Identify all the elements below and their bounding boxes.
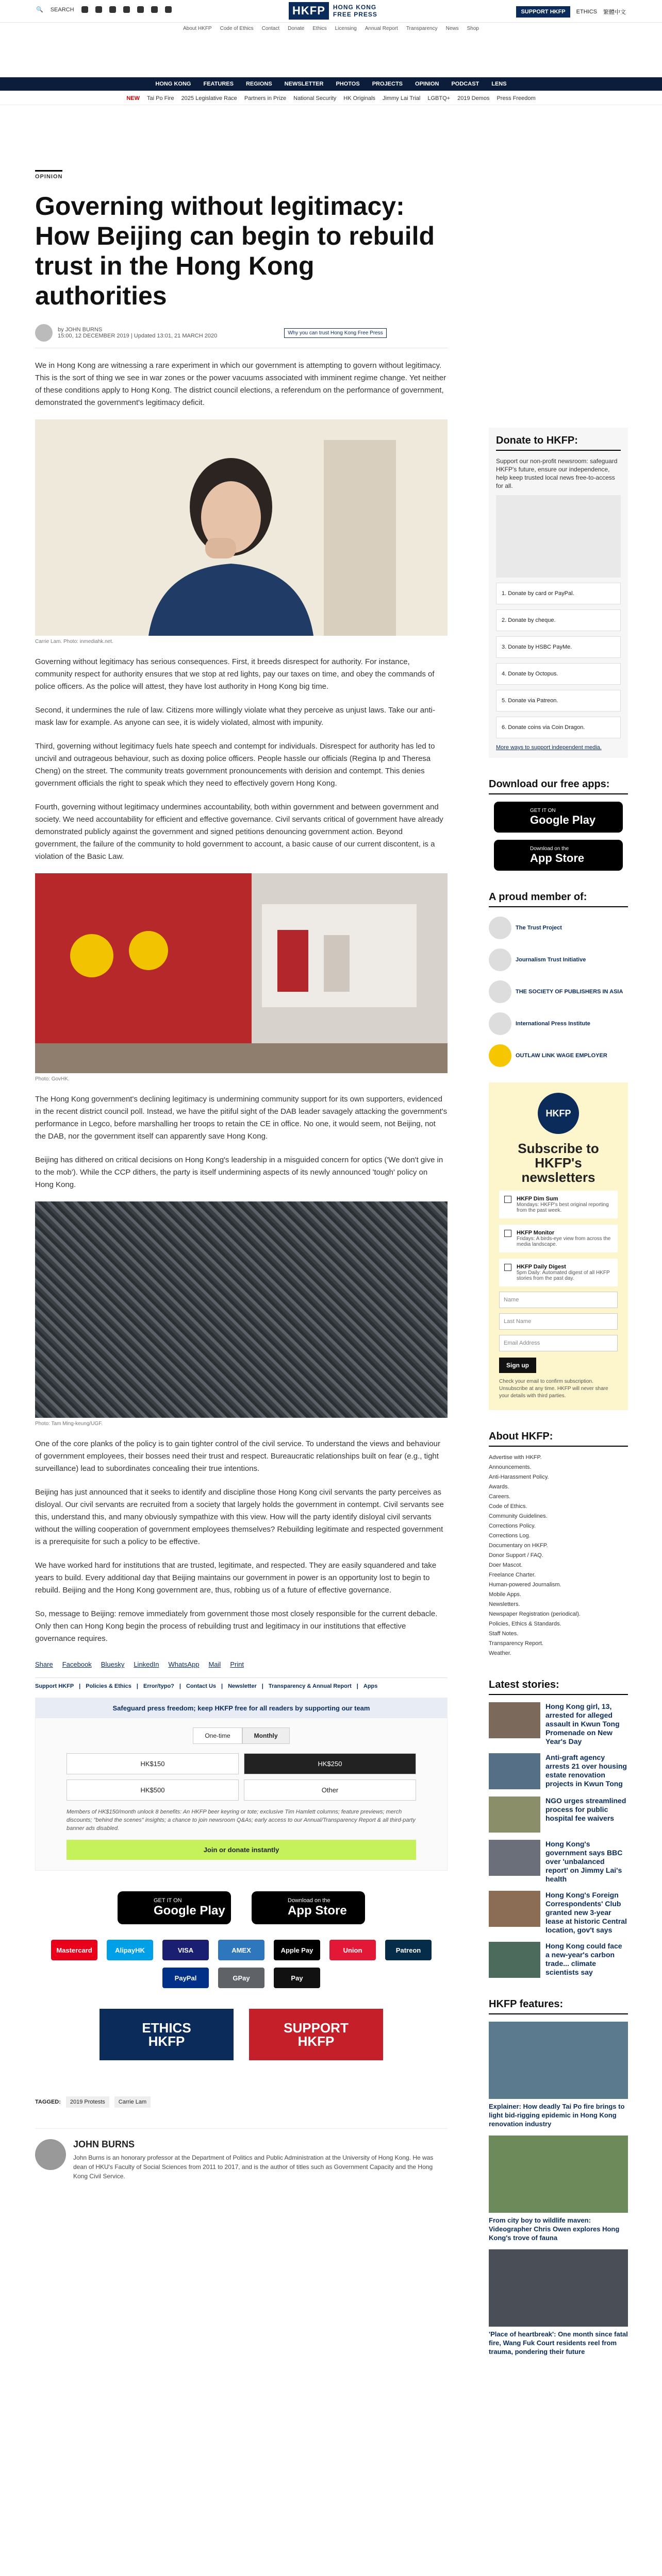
member-heading: A proud member of: <box>489 891 628 907</box>
features-list <box>489 2022 628 2356</box>
site-logo[interactable] <box>289 2 377 20</box>
footer-link[interactable]: Contact Us <box>186 1683 217 1689</box>
paragraph: Second, it undermines the rule of law. Citizens more willingly violate what they perceive as unjust laws. Take our anti-mask law for example. As anyone can see, it is widely violated, almost with impunity. <box>35 706 435 727</box>
checkbox[interactable] <box>504 1230 511 1237</box>
footer-link[interactable]: Newsletter <box>228 1683 257 1689</box>
sidebar-google-play[interactable]: GET IT ON Google Play <box>494 802 623 833</box>
sub-nav-item[interactable]: HK Originals <box>343 95 376 101</box>
features-heading: HKFP features: <box>489 1998 628 2014</box>
about-link[interactable]: Newspaper Registration (periodical). <box>489 1611 581 1617</box>
donate-heading: Donate to HKFP: <box>496 435 621 451</box>
donate-box-heading: Safeguard press freedom; keep HKFP free for all readers by supporting our team <box>36 1698 447 1718</box>
about-link[interactable]: Doer Mascot. <box>489 1562 523 1568</box>
paragraph: Beijing has just announced that it seeks to identify and discipline those Hong Kong civil servants the party perceives as disloyal. Our civil servants are recruited from a society that largely holds the government in contempt. Civil servants see this, understand this, and many obviously sympathize with this view. How will the party identify disloyal civil servants without the willing cooperation of government employees themselves? Rebuilding legitimate and respected government is a prerequisite for such a policy to be effective. <box>35 1488 444 1546</box>
donation-frequency-tabs <box>36 1727 447 1744</box>
photo-illustration <box>35 419 448 636</box>
feature-thumbnail[interactable] <box>489 2022 628 2099</box>
story-title[interactable]: Hong Kong's Foreign Correspondents' Club granted new 3-year lease at historic Central location, gov't says <box>545 1891 627 1934</box>
share-bar <box>35 1660 448 1668</box>
about-link[interactable]: Weather. <box>489 1650 511 1656</box>
nav-item[interactable]: FEATURES <box>203 81 234 87</box>
trust-link[interactable]: Why you can trust Hong Kong Free Press <box>284 328 387 338</box>
member-item[interactable]: The Trust Project <box>489 917 628 939</box>
article <box>35 170 448 2181</box>
donate-option[interactable]: 6. Donate coins via Coin Dragon. <box>496 717 621 738</box>
support-hkfp-badge[interactable]: SUPPORT HKFP <box>249 2009 383 2060</box>
donate-option[interactable]: 3. Donate by HSBC PayMe. <box>496 636 621 658</box>
about-link[interactable]: Awards. <box>489 1484 509 1490</box>
footer-link[interactable]: Policies & Ethics <box>86 1683 131 1689</box>
ethics-hkfp-badge[interactable]: ETHICS HKFP <box>100 2009 234 2060</box>
protest-crowd-photo <box>35 1201 448 1418</box>
sub-nav-item[interactable]: Press Freedom <box>496 95 536 101</box>
about-list <box>489 1453 628 1658</box>
jti-icon <box>489 948 511 971</box>
utility-link[interactable]: Licensing <box>335 26 357 31</box>
paragraph: We have worked hard for institutions that are trusted, legitimate, and respected. They are easily squandered and take years to build. Every additional day that Beijing maintains our government in power is an opportunity lost to begin to rebuild. Beijing and the Hong Kong government are, thus, robbing us of a future of effective governance. <box>35 1561 437 1595</box>
pay-icon[interactable]: Pay <box>274 1968 320 1988</box>
story-thumbnail[interactable] <box>489 1891 540 1927</box>
linkedin-icon[interactable] <box>137 6 144 13</box>
unionpay-icon[interactable]: Union <box>329 1940 376 1960</box>
amount-option[interactable]: HK$150 <box>67 1753 239 1774</box>
about-link[interactable]: Newsletters. <box>489 1601 520 1607</box>
story-title[interactable]: Hong Kong girl, 13, arrested for alleged assault in Kwun Tong Promenade on New Year's Day <box>545 1702 620 1745</box>
story-thumbnail[interactable] <box>489 1753 540 1789</box>
section-label[interactable]: OPINION <box>35 170 62 180</box>
tab-monthly[interactable]: Monthly <box>242 1727 290 1744</box>
share-mail[interactable]: Mail <box>208 1660 221 1668</box>
story-title[interactable]: Hong Kong's government says BBC over 'unbalanced report' on Jimmy Lai's health <box>545 1840 623 1883</box>
alipay-icon[interactable]: AlipayHK <box>107 1940 153 1960</box>
sub-nav-item[interactable]: 2025 Legislative Race <box>181 95 237 101</box>
amount-option[interactable]: Other <box>244 1780 416 1801</box>
feature-item[interactable] <box>489 2022 628 2128</box>
photo-caption: Photo: Tam Ming-keung/UGF. <box>35 1421 103 1427</box>
paypal-icon[interactable]: PayPal <box>162 1968 209 1988</box>
utility-link[interactable]: Contact <box>261 26 280 31</box>
story-thumbnail[interactable] <box>489 1942 540 1978</box>
apple-pay-icon[interactable]: Apple Pay <box>274 1940 320 1960</box>
google-play-button[interactable]: GET IT ON Google Play <box>118 1891 231 1924</box>
footer-link[interactable]: Error/typo? <box>143 1683 174 1689</box>
newsletter-option[interactable]: HKFP Daily Digest 5pm Daily: Automated digest of all HKFP stories from the past day. <box>499 1259 618 1286</box>
ethics-link[interactable]: ETHICS <box>576 9 597 15</box>
features-widget <box>489 1998 628 2356</box>
story-item[interactable] <box>489 1797 628 1833</box>
google-pay-icon[interactable]: GPay <box>218 1968 264 1988</box>
about-link[interactable]: Human-powered Journalism. <box>489 1582 561 1588</box>
nav-item[interactable]: REGIONS <box>245 81 272 87</box>
logo-mark: HKFP <box>289 2 329 20</box>
member-item[interactable]: THE SOCIETY OF PUBLISHERS IN ASIA <box>489 980 628 1003</box>
main-nav <box>0 77 662 91</box>
tags-label: TAGGED: <box>35 2099 61 2105</box>
about-link[interactable]: Policies, Ethics & Standards. <box>489 1621 561 1627</box>
member-item[interactable]: International Press Institute <box>489 1012 628 1035</box>
author-bio: John Burns is an honorary professor at the Department of Politics and Public Administration at the University of Hong Kong. He was dean of HKU's Faculty of Social Sciences from 2011 to 2017, and is the author of titles such as Government Capacity and the Hong Kong Civil Service. <box>73 2154 434 2180</box>
paragraph: One of the core planks of the policy is to gain tighter control of the civil service. To understand the views and behaviour of government employees, their bosses need their trust and respect. Bureaucratic relationships built on fear (e.g., tight surveillance) lead to subordinates concealing their true intentions. <box>35 1439 440 1473</box>
paragraph: So, message to Beijing: remove immediately from government those most closely responsible for the current debacle. Only then can Hong Kong begin the process of rebuilding trust and legitimacy in our institutions that effective governance requires. <box>35 1609 438 1643</box>
about-link[interactable]: Transparency Report. <box>489 1640 543 1647</box>
ipi-icon <box>489 1012 511 1035</box>
utility-link[interactable]: Transparency <box>406 26 438 31</box>
paragraph: We in Hong Kong are witnessing a rare experiment in which our government is attempting to govern without legitimacy. This is the sort of thing we see in war zones or the power vacuums associated with imminent regime change. Yet neither of these conditions apply to Hong Kong. The district council elections, a referendum on the performance of government, demonstrated the government's legitimacy deficit. <box>35 361 446 407</box>
top-bar <box>0 0 662 23</box>
story-title[interactable]: Anti-graft agency arrests 21 over housing estate renovation projects in Kwun Tong <box>545 1753 627 1788</box>
feature-thumbnail[interactable] <box>489 2136 628 2213</box>
utility-link[interactable]: Shop <box>467 26 479 31</box>
logo-text: HONG KONG FREE PRESS <box>333 4 377 18</box>
tab-one-time[interactable]: One-time <box>193 1727 242 1744</box>
facebook-icon[interactable] <box>81 6 88 13</box>
sub-nav <box>0 92 662 105</box>
email-field[interactable]: Email Address <box>499 1335 618 1351</box>
nav-item[interactable]: NEWSLETTER <box>284 81 324 87</box>
newsletter-option[interactable]: HKFP Dim Sum Mondays: HKFP's best original reporting from the past week. <box>499 1191 618 1218</box>
app-store-button[interactable]: Download on the App Store <box>252 1891 365 1924</box>
story-thumbnail[interactable] <box>489 1797 540 1833</box>
about-link[interactable]: Freelance Charter. <box>489 1572 536 1578</box>
promo-badges <box>35 2009 448 2060</box>
amex-icon[interactable]: AMEX <box>218 1940 264 1960</box>
bluesky-icon[interactable] <box>151 6 158 13</box>
youtube-icon[interactable] <box>123 6 130 13</box>
story-item[interactable] <box>489 1891 628 1935</box>
paragraph: Third, governing without legitimacy fuels hate speech and contempt for individuals. Disrespect for authority has led to uncivil and outrageous behaviour, such as doxing police officers. People hassle our officials (Regina Ip and Theresa Cheng) on the street. The community treats government pronouncements with derision and contempt. This denies government officials the right to speak which they need to effectively govern Hong Kong. <box>35 742 435 788</box>
story-item[interactable] <box>489 1702 628 1746</box>
about-link[interactable]: Advertise with HKFP. <box>489 1454 542 1461</box>
newsletter-heading: Subscribe to HKFP's newsletters <box>518 1141 599 1185</box>
support-hkfp-button[interactable]: SUPPORT HKFP <box>516 6 570 18</box>
about-link[interactable]: Community Guidelines. <box>489 1513 548 1519</box>
search-icon[interactable]: 🔍 <box>36 7 43 13</box>
donate-option[interactable]: 5. Donate via Patreon. <box>496 690 621 711</box>
feature-title[interactable]: 'Place of heartbreak': One month since fatal fire, Wang Fuk Court residents reel from trauma, pondering their future <box>489 2330 628 2355</box>
article-title: Governing without legitimacy: How Beijing can begin to rebuild trust in the Hong Kong authorities <box>35 192 435 310</box>
living-wage-icon <box>489 1044 511 1067</box>
sub-nav-item[interactable]: Tai Po Fire <box>146 95 174 101</box>
newsletter-signup <box>489 1082 628 1410</box>
utility-link[interactable]: About HKFP <box>183 26 212 31</box>
latest-heading: Latest stories: <box>489 1679 628 1695</box>
paragraph: The Hong Kong government's declining legitimacy is undermining community support for its own supporters, evidenced in the recent district council poll. Instead, we have the pitiful sight of the DAB leader savagely attacking the government's performance in Legco, before marshalling her troops to retain the CE in office. No one, it would seem, not Beijing, not the DAB, nor the government itself can apparently save Hong Kong. <box>35 1095 448 1141</box>
top-right <box>516 6 626 18</box>
about-link[interactable]: Code of Ethics. <box>489 1503 527 1510</box>
mastercard-icon[interactable]: Mastercard <box>51 1940 97 1960</box>
patreon-icon[interactable]: Patreon <box>385 1940 432 1960</box>
feature-title[interactable]: From city boy to wildlife maven: Videographer Chris Owen explores Hong Kong's trove of fauna <box>489 2216 620 2242</box>
first-name-field[interactable]: Name <box>499 1292 618 1308</box>
byline-text <box>58 327 217 339</box>
byline <box>35 324 448 348</box>
search-link[interactable]: SEARCH <box>50 6 74 13</box>
author-avatar <box>35 324 53 342</box>
threads-icon[interactable] <box>165 6 172 13</box>
donation-note: Members of HK$150/month unlock 8 benefits: An HKFP beer keyring or tote; exclusive Tim Hamlett columns; feature previews; merch discounts; "behind the scenes" insights; a chance to join newsroom Q&As; early access to our Annual/Transparency Report & all third-party banner ads disabled. <box>67 1809 416 1832</box>
trust-project-icon <box>489 917 511 939</box>
amount-option[interactable]: HK$500 <box>67 1780 239 1801</box>
photo-caption: Carrie Lam. Photo: inmediahk.net. <box>35 639 113 645</box>
share-bluesky[interactable]: Bluesky <box>101 1660 125 1668</box>
footer-link[interactable]: Transparency & Annual Report <box>268 1683 352 1689</box>
amount-option[interactable]: HK$250 <box>244 1753 416 1774</box>
share-print[interactable]: Print <box>230 1660 244 1668</box>
carrie-lam-photo <box>35 419 448 636</box>
author-name[interactable]: JOHN BURNS <box>73 2139 135 2149</box>
top-left <box>36 6 172 13</box>
feature-thumbnail[interactable] <box>489 2249 628 2327</box>
utility-link[interactable]: Donate <box>288 26 305 31</box>
app-store-links <box>35 1891 448 1924</box>
utility-link[interactable]: Code of Ethics <box>220 26 254 31</box>
feature-title[interactable]: Explainer: How deadly Tai Po fire brings to light bid-rigging epidemic in Hong Kong renovation industry <box>489 2103 625 2128</box>
story-title[interactable]: Hong Kong could face a new-year's carbon trade... climate scientists say <box>545 1942 622 1976</box>
paragraph: Fourth, governing without legitimacy undermines accountability, both within government and between government and society. We need accountability for efficient and effective governance. Civil servants critical of government have already demonstrated publicly against the government and signed petitions denouncing government action. Beyond government, the failure of the community to hold government to account, a basic cause of our current discontent, is a violation of the Basic Law. <box>35 803 443 861</box>
sub-nav-item[interactable]: 2019 Demos <box>457 95 490 101</box>
latest-stories <box>489 1679 628 1978</box>
donation-amounts <box>36 1744 447 1801</box>
member-item[interactable]: OUTLAW LINK WAGE EMPLOYER <box>489 1044 628 1067</box>
instagram-icon[interactable] <box>109 6 116 13</box>
nav-item[interactable]: PODCAST <box>451 81 479 87</box>
payment-methods <box>35 1940 448 1988</box>
hkfp-logo: HKFP <box>538 1093 579 1134</box>
photo-caption: Photo: GovHK. <box>35 1076 70 1082</box>
story-thumbnail[interactable] <box>489 1702 540 1738</box>
story-item[interactable] <box>489 1753 628 1789</box>
about-link[interactable]: Corrections Policy. <box>489 1523 536 1529</box>
utility-link[interactable]: Ethics <box>312 26 327 31</box>
about-link[interactable]: Staff Notes. <box>489 1631 519 1637</box>
footer-link[interactable]: Support HKFP <box>35 1683 74 1689</box>
utility-link[interactable]: News <box>445 26 459 31</box>
share-linkedin[interactable]: LinkedIn <box>134 1660 159 1668</box>
feature-item[interactable] <box>489 2249 628 2356</box>
author-link[interactable]: by JOHN BURNS <box>58 327 103 333</box>
sub-nav-item[interactable]: Jimmy Lai Trial <box>383 95 421 101</box>
about-link[interactable]: Mobile Apps. <box>489 1591 521 1598</box>
story-item[interactable] <box>489 1942 628 1978</box>
sub-nav-item[interactable]: National Security <box>293 95 337 101</box>
paragraph: Beijing has dithered on critical decisions on Hong Kong's leadership in a misguided concern for optics ('We don't give in to the mob'). While the CCP dithers, the party is itself undermining aspects of its newly announced 'tough' policy on Hong Kong. <box>35 1156 443 1189</box>
about-link[interactable]: Donor Support / FAQ. <box>489 1552 543 1558</box>
x-icon[interactable] <box>95 6 102 13</box>
nav-item[interactable]: LENS <box>491 81 507 87</box>
sidebar-app-store[interactable]: Download on the App Store <box>494 840 623 871</box>
newsletter-fine-print: Check your email to confirm subscription. Unsubscribe at any time. HKFP will never share your details with third parties. <box>499 1379 608 1399</box>
checkbox[interactable] <box>504 1264 511 1271</box>
chinese-link[interactable]: 繁體中文 <box>603 9 626 15</box>
share-whatsapp[interactable]: WhatsApp <box>168 1660 200 1668</box>
tag[interactable]: Carrie Lam <box>114 2096 151 2108</box>
donate-option[interactable]: 2. Donate by cheque. <box>496 609 621 631</box>
tags <box>35 2096 448 2108</box>
share-facebook[interactable]: Facebook <box>62 1660 92 1668</box>
donate-widget <box>489 428 628 758</box>
share-label: Share <box>35 1660 53 1668</box>
nav-item[interactable]: HONG KONG <box>155 81 191 87</box>
article-date: 15:00, 12 DECEMBER 2019 | Updated 13:01, 21 MARCH 2020 <box>58 333 218 339</box>
sidebar <box>489 428 628 2356</box>
story-title[interactable]: NGO urges streamlined process for public hospital fee waivers <box>545 1797 626 1822</box>
member-item[interactable]: Journalism Trust Initiative <box>489 948 628 971</box>
nav-item[interactable]: PROJECTS <box>372 81 403 87</box>
latest-list <box>489 1702 628 1978</box>
sub-nav-item[interactable]: LGBTQ+ <box>427 95 451 101</box>
donate-box <box>35 1698 448 1871</box>
utility-nav <box>0 26 662 36</box>
tag[interactable]: 2019 Protests <box>66 2096 109 2108</box>
sopa-icon <box>489 980 511 1003</box>
donate-option[interactable]: 1. Donate by card or PayPal. <box>496 583 621 604</box>
author-photo <box>35 2139 66 2170</box>
photo-illustration <box>35 873 448 1073</box>
join-donate-button[interactable]: Join or donate instantly <box>67 1840 416 1860</box>
donate-option[interactable]: 4. Donate by Octopus. <box>496 663 621 685</box>
govhk-photo <box>35 873 448 1073</box>
about-link[interactable]: Corrections Log. <box>489 1533 531 1539</box>
nav-item[interactable]: PHOTOS <box>336 81 360 87</box>
paragraph: Governing without legitimacy has serious consequences. First, it breeds disrespect for authority. For instance, community respect for authority ensures that we stop at red lights, pay our taxes on time, and obey the commands of police officers. As the police will attest, they have lost authority in Hong Kong big time. <box>35 657 435 691</box>
visa-icon[interactable]: VISA <box>162 1940 209 1960</box>
about-link[interactable]: Careers. <box>489 1494 511 1500</box>
article-footer-links: Support HKFP | Policies & Ethics | Error/typo? | Contact Us | Newsletter | Transparency & Annual Report | Apps <box>35 1677 448 1689</box>
more-ways-link[interactable]: More ways to support independent media. <box>496 744 602 751</box>
sign-up-button[interactable]: Sign up <box>499 1358 536 1373</box>
nav-item[interactable]: OPINION <box>415 81 439 87</box>
checkbox[interactable] <box>504 1196 511 1203</box>
donate-image <box>496 495 621 578</box>
story-thumbnail[interactable] <box>489 1840 540 1876</box>
about-widget <box>489 1431 628 1658</box>
footer-link[interactable]: Apps <box>363 1683 378 1689</box>
sub-nav-item[interactable]: Partners in Prize <box>244 95 287 101</box>
story-item[interactable] <box>489 1840 628 1884</box>
utility-link[interactable]: Annual Report <box>365 26 398 31</box>
author-box <box>35 2128 448 2181</box>
about-link[interactable]: Anti-Harassment Policy. <box>489 1474 549 1480</box>
newsletter-option[interactable]: HKFP Monitor Fridays: A birds-eye view from across the media landscape. <box>499 1225 618 1252</box>
feature-item[interactable] <box>489 2136 628 2242</box>
donate-text: Support our non-profit newsroom: safeguard HKFP's future, ensure our independence, help keep trusted local news free-to-access for all. <box>496 457 618 489</box>
about-heading: About HKFP: <box>489 1431 628 1447</box>
about-link[interactable]: Documentary on HKFP. <box>489 1543 548 1549</box>
last-name-field[interactable]: Last Name <box>499 1313 618 1330</box>
new-label: NEW <box>126 95 140 101</box>
about-link[interactable]: Announcements. <box>489 1464 532 1470</box>
apps-heading: Download our free apps: <box>489 778 628 794</box>
